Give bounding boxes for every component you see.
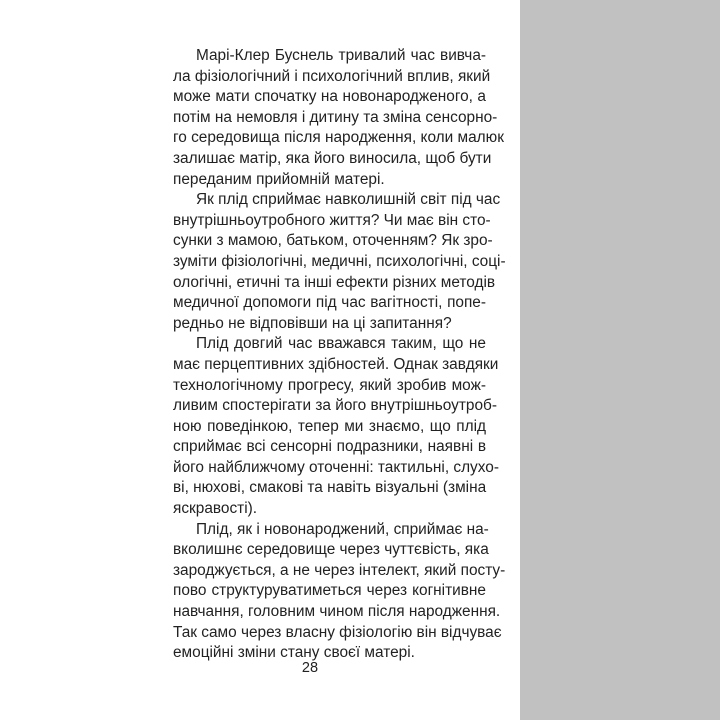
paragraph-4 bbox=[173, 520, 506, 664]
text-line: пово структуруватиметься через когнітивне bbox=[173, 582, 486, 600]
text-line: технологічному прогресу, який зробив мож- bbox=[173, 376, 486, 394]
text-line: зароджується, а не через інтелект, який посту- bbox=[173, 561, 506, 579]
text-line: редньо не відповівши на ці запитання? bbox=[173, 314, 452, 332]
text-line: потім на немовля і дитину та зміна сенсорно- bbox=[173, 108, 498, 126]
text-line: ла фізіологічний і психологічний вплив, який bbox=[173, 67, 491, 85]
text-line: медичної допомоги під час вагітності, попе- bbox=[173, 294, 486, 312]
text-line: Плід, як і новонароджений, сприймає на- bbox=[196, 520, 489, 538]
text-line: яскравості). bbox=[173, 500, 258, 518]
paragraph-1 bbox=[173, 46, 504, 190]
paragraph-2 bbox=[173, 190, 506, 334]
text-line: Плід довгий час вважався таким, що не bbox=[196, 335, 486, 353]
text-line: навчання, головним чином після народження. bbox=[173, 603, 501, 621]
page-body-text bbox=[173, 46, 506, 664]
text-line: має перцептивних здібностей. Однак завдяки bbox=[173, 355, 499, 373]
text-line: сунки з мамою, батьком, оточенням? Як зро- bbox=[173, 232, 493, 250]
text-line: емоційні зміни стану своєї матері. bbox=[173, 644, 415, 662]
text-line: вколишнє середовище через чуттєвість, яка bbox=[173, 541, 489, 559]
page-edge-band bbox=[520, 0, 720, 720]
page-number: 28 bbox=[301, 660, 319, 676]
text-line: Марі-Клер Буснель тривалий час вивча- bbox=[196, 47, 486, 64]
text-line: залишає матір, яка його виносила, щоб бути bbox=[173, 149, 492, 167]
text-line: переданим прийомній матері. bbox=[173, 170, 385, 188]
text-line: може мати спочатку на новонародженого, а bbox=[173, 88, 486, 106]
text-line: го середовища після народження, коли малюк bbox=[173, 129, 504, 147]
paragraph-3 bbox=[173, 334, 499, 519]
text-line: зуміти фізіологічні, медичні, психологічні, соці- bbox=[173, 252, 506, 270]
text-line: його найближчому оточенні: тактильні, слухо- bbox=[173, 458, 499, 476]
text-line: ві, нюхові, смакові та навіть візуальні (зміна bbox=[173, 479, 487, 497]
text-line: ологічні, етичні та інші ефекти різних методів bbox=[173, 273, 496, 291]
text-line: Так само через власну фізіологію він відчуває bbox=[173, 623, 502, 641]
text-line: Як плід сприймає навколишній світ під час bbox=[196, 191, 501, 209]
text-line: ною поведінкою, тепер ми знаємо, що плід bbox=[173, 417, 486, 435]
text-line: ливим спостерігати за його внутрішньоутроб- bbox=[173, 397, 497, 415]
text-line: внутрішньоутробного життя? Чи має він сто- bbox=[173, 211, 491, 229]
text-line: сприймає всі сенсорні подразники, наявні в bbox=[173, 438, 486, 456]
